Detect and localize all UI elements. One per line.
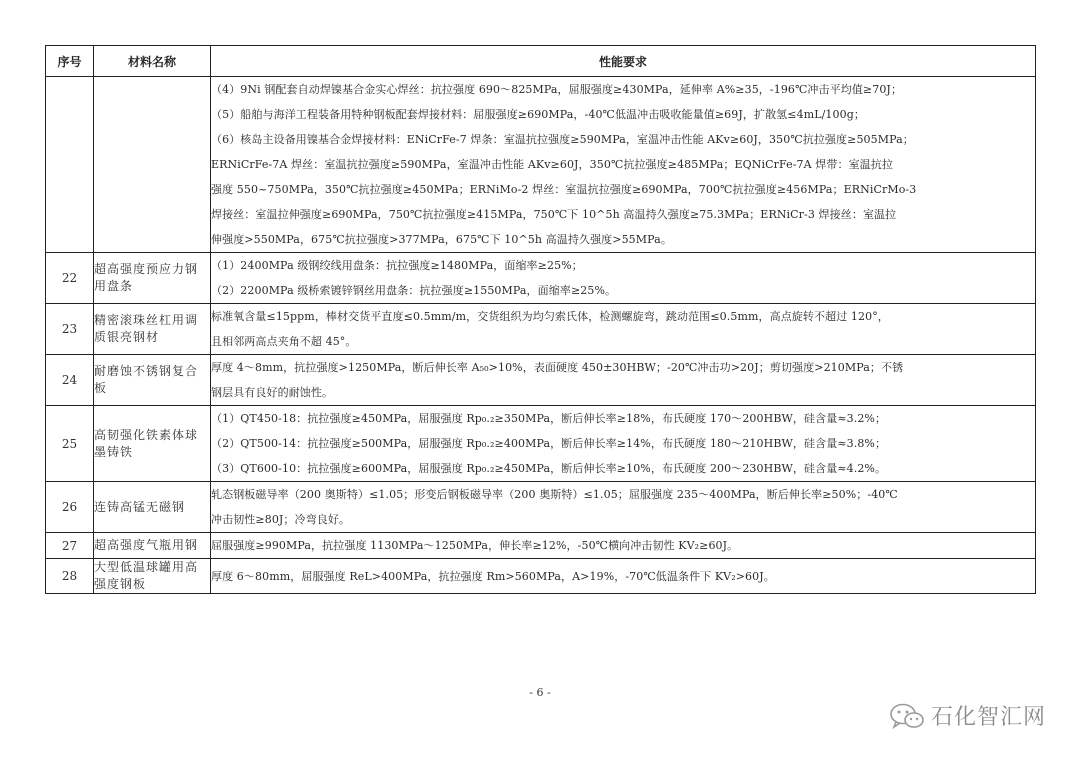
header-material-name: 材料名称 bbox=[94, 46, 211, 77]
material-name: 大型低温球罐用高强度钢板 bbox=[94, 559, 211, 594]
requirement-line: 屈服强度≥990MPa，抗拉强度 1130MPa～1250MPa，伸长率≥12%，-50℃横向冲击韧性 KV₂≥60J。 bbox=[211, 539, 739, 552]
row-number bbox=[46, 77, 94, 253]
table-row bbox=[46, 355, 1036, 406]
performance-requirements bbox=[211, 559, 1036, 594]
row-number: 27 bbox=[46, 533, 94, 559]
requirement-line: （1）2400MPa 级钢绞线用盘条：抗拉强度≥1480MPa，面缩率≥25%； bbox=[211, 259, 583, 272]
wechat-icon bbox=[889, 702, 925, 730]
requirement-line: 伸强度>550MPa，675℃抗拉强度>377MPa，675℃下 10^5h 高温持久强度>55MPa。 bbox=[211, 233, 672, 246]
row-number: 28 bbox=[46, 559, 94, 594]
performance-requirements bbox=[211, 406, 1036, 482]
header-requirements: 性能要求 bbox=[211, 46, 1036, 77]
table-row bbox=[46, 304, 1036, 355]
material-name: 耐磨蚀不锈钢复合板 bbox=[94, 355, 211, 406]
requirement-line: ERNiCrFe-7A 焊丝：室温抗拉强度≥590MPa，室温冲击性能 AKv≥60J，350℃抗拉强度≥485MPa；EQNiCrFe-7A 焊带：室温抗拉 bbox=[211, 158, 893, 171]
material-name: 超高强度气瓶用钢 bbox=[94, 533, 211, 559]
performance-requirements bbox=[211, 355, 1036, 406]
watermark-text: 石化智汇网 bbox=[930, 705, 1046, 730]
table-row bbox=[46, 533, 1036, 559]
requirement-line: （4）9Ni 钢配套自动焊镍基合金实心焊丝：抗拉强度 690～825MPa，屈服强度≥430MPa，延伸率 A%≥35，-196℃冲击平均值≥70J； bbox=[211, 83, 903, 96]
requirement-line: （5）船舶与海洋工程装备用特种钢板配套焊接材料：屈服强度≥690MPa，-40℃低温冲击吸收能量值≥69J，扩散氢≤4mL/100g； bbox=[211, 108, 865, 121]
requirement-line: 且相邻两高点夹角不超 45°。 bbox=[211, 335, 357, 348]
row-number: 25 bbox=[46, 406, 94, 482]
requirement-line: 冲击韧性≥80J；冷弯良好。 bbox=[211, 513, 351, 526]
requirement-line: 厚度 6～80mm，屈服强度 ReL>400MPa，抗拉强度 Rm>560MPa，A>19%，-70℃低温条件下 KV₂>60J。 bbox=[211, 569, 775, 583]
header-no: 序号 bbox=[46, 46, 94, 77]
requirement-line: 焊接丝：室温拉伸强度≥690MPa，750℃抗拉强度≥415MPa，750℃下 10^5h 高温持久强度≥75.3MPa；ERNiCr-3 焊接丝：室温拉 bbox=[211, 208, 897, 221]
requirement-line: （2）2200MPa 级桥索镀锌钢丝用盘条：抗拉强度≥1550MPa，面缩率≥25%。 bbox=[211, 284, 617, 297]
requirement-line: 厚度 4～8mm，抗拉强度>1250MPa，断后伸长率 A₅₀>10%，表面硬度 450±30HBW；-20℃冲击功>20J；剪切强度>210MPa；不锈 bbox=[211, 361, 904, 374]
requirement-line: （6）核岛主设备用镍基合金焊接材料：ENiCrFe-7 焊条：室温抗拉强度≥590MPa，室温冲击性能 AKv≥60J，350℃抗拉强度≥505MPa； bbox=[211, 133, 914, 146]
table-header-row bbox=[46, 46, 1036, 77]
requirement-line: （1）QT450-18：抗拉强度≥450MPa，屈服强度 Rp₀.₂≥350MPa，断后伸长率≥18%，布氏硬度 170～200HBW，硅含量≈3.2%； bbox=[211, 412, 887, 425]
material-name: 连铸高锰无磁钢 bbox=[94, 482, 211, 533]
table-row bbox=[46, 253, 1036, 304]
performance-requirements bbox=[211, 77, 1036, 253]
row-number: 24 bbox=[46, 355, 94, 406]
table-row bbox=[46, 77, 1036, 253]
material-name: 超高强度预应力钢用盘条 bbox=[94, 253, 211, 304]
watermark bbox=[889, 700, 1046, 731]
row-number: 23 bbox=[46, 304, 94, 355]
performance-requirements bbox=[211, 253, 1036, 304]
requirement-line: （3）QT600-10：抗拉强度≥600MPa，屈服强度 Rp₀.₂≥450MPa，断后伸长率≥10%，布氏硬度 200～230HBW，硅含量≈4.2%。 bbox=[211, 462, 887, 475]
requirement-line: 强度 550~750MPa，350℃抗拉强度≥450MPa；ERNiMo-2 焊丝：室温抗拉强度≥690MPa，700℃抗拉强度≥456MPa；ERNiCrMo-3 bbox=[211, 183, 917, 196]
table-row bbox=[46, 559, 1036, 594]
performance-requirements bbox=[211, 533, 1036, 559]
row-number: 26 bbox=[46, 482, 94, 533]
performance-requirements bbox=[211, 304, 1036, 355]
spec-table bbox=[45, 45, 1036, 594]
material-name bbox=[94, 77, 211, 253]
requirement-line: 钢层具有良好的耐蚀性。 bbox=[211, 386, 334, 399]
requirement-line: （2）QT500-14：抗拉强度≥500MPa，屈服强度 Rp₀.₂≥400MPa，断后伸长率≥14%，布氏硬度 180～210HBW，硅含量≈3.8%； bbox=[211, 437, 887, 450]
page-number: - 6 - bbox=[529, 686, 551, 699]
requirement-line: 标准氧含量≤15ppm，棒材交货平直度≤0.5mm/m，交货组织为均匀索氏体，检测螺旋弯，跳动范围≤0.5mm，高点旋转不超过 120°， bbox=[211, 310, 889, 323]
row-number: 22 bbox=[46, 253, 94, 304]
table-row bbox=[46, 482, 1036, 533]
requirement-line: 轧态钢板磁导率（200 奥斯特）≤1.05；形变后钢板磁导率（200 奥斯特）≤1.05；屈服强度 235～400MPa，断后伸长率≥50%；-40℃ bbox=[211, 488, 898, 501]
material-name: 精密滚珠丝杠用调质银亮钢材 bbox=[94, 304, 211, 355]
material-name: 高韧强化铁素体球墨铸铁 bbox=[94, 406, 211, 482]
table-row bbox=[46, 406, 1036, 482]
performance-requirements bbox=[211, 482, 1036, 533]
